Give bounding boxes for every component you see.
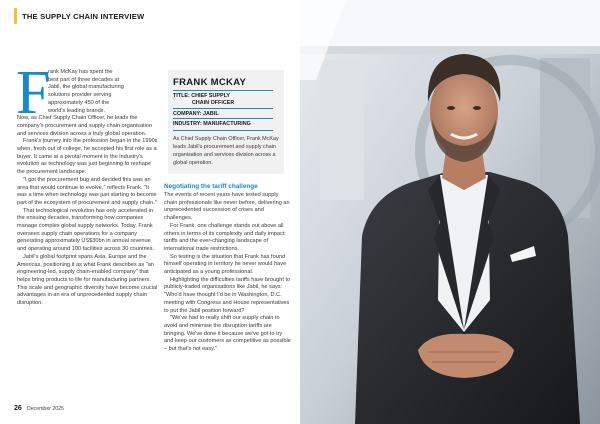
profile-company: COMPANY: JABIL bbox=[173, 108, 273, 118]
article-column-1 bbox=[16, 59, 158, 308]
header-accent-bar bbox=[14, 8, 17, 24]
drop-cap: F bbox=[16, 59, 51, 127]
section-subheading: Negotiating the tariff challenge bbox=[164, 183, 258, 190]
paragraph: So testing is the situation that Frank has found himself operating in territory he never would have anticipated as a young professional. bbox=[164, 253, 287, 276]
profile-title bbox=[173, 90, 273, 107]
profile-description: As Chief Supply Chain Officer, Frank McKay leads Jabil's procurement and supply chain organisation and services division across a global operation. bbox=[173, 136, 279, 166]
intro-line: approximately 450 of the bbox=[48, 99, 110, 106]
paragraph: "We've had to really shift our supply chain to avoid and minimise the disruption tariffs are bringing. We've done it because we've got to try and keep our customers as competitive as possible – but that's not easy." bbox=[164, 315, 291, 353]
paragraph: Now, as Chief Supply Chain Officer, he leads the company's procurement and supply chain organisation and services division across a truly global operation. bbox=[17, 115, 153, 137]
page-number: 26 bbox=[14, 405, 22, 412]
paragraph: For Frank, one challenge stands out above all others in terms of its complexity and daily impact: tariffs and the ever-changing landscape of international trade restrictions. bbox=[164, 222, 286, 252]
portrait-photo bbox=[300, 0, 600, 424]
paragraph: Highlighting the difficulties tariffs have brought to publicly-traded organisations like Jabil, he says: "Who'd have thought I'd be in Washington, D.C. meeting with Congress and House representatives to put the Jabil position forward? bbox=[164, 276, 291, 314]
intro-line: Jabil, the global manufacturing bbox=[48, 84, 124, 91]
paragraph: That technological revolution has only accelerated in the ensuing decades, transforming how companies manage complex global supply networks. Today, Frank oversees supply chain operations for a company generating approximately US$30bn in annual revenue and operating around 100 facilities across 30 countries. bbox=[17, 207, 155, 253]
intro-line: rank McKay has spent the bbox=[48, 69, 113, 75]
intro-line: world's leading brands. bbox=[48, 107, 106, 114]
profile-name: FRANK MCKAY bbox=[173, 77, 247, 88]
article-column-2 bbox=[164, 192, 292, 354]
profile-title-line: CHAIN OFFICER bbox=[192, 100, 235, 106]
paragraph: The events of recent years have tested supply chain professionals like never before, delivering an unprecedented succession of crises and challenges. bbox=[164, 192, 290, 222]
section-title: THE SUPPLY CHAIN INTERVIEW bbox=[22, 12, 145, 21]
paragraph: Frank's journey into the profession began in the 1990s when, fresh out of college, he accepted his first role as a buyer. It came at a pivotal moment in the industry's evolution as technology was just beginning to reshape the procurement landscape. bbox=[17, 138, 158, 176]
paragraph: "I got the procurement bug and decided this was an area that would continue to evolve," reflects Frank. "It was a time when technology was just starting to become part of the ecosystem of procurement and supply chain." bbox=[17, 176, 157, 206]
profile-industry: INDUSTRY: MANUFACTURING bbox=[173, 118, 273, 131]
profile-title-line: TITLE: CHIEF SUPPLY bbox=[173, 93, 231, 99]
portrait-illustration bbox=[300, 0, 600, 424]
issue-date: December 2025 bbox=[27, 406, 64, 412]
intro-line: solutions provider serving bbox=[48, 92, 112, 99]
paragraph: Jabil's global footprint spans Asia, Europe and the Americas, positioning it as what Frank describes as "an engineering-led, supply chain-enabled company" that helps bring products to life for manufacturing partners. This scale and geographic diversity have become crucial advantages in an era of unprecedented supply chain disruption. bbox=[17, 253, 158, 307]
intro-line: best part of three decades at bbox=[48, 76, 120, 83]
